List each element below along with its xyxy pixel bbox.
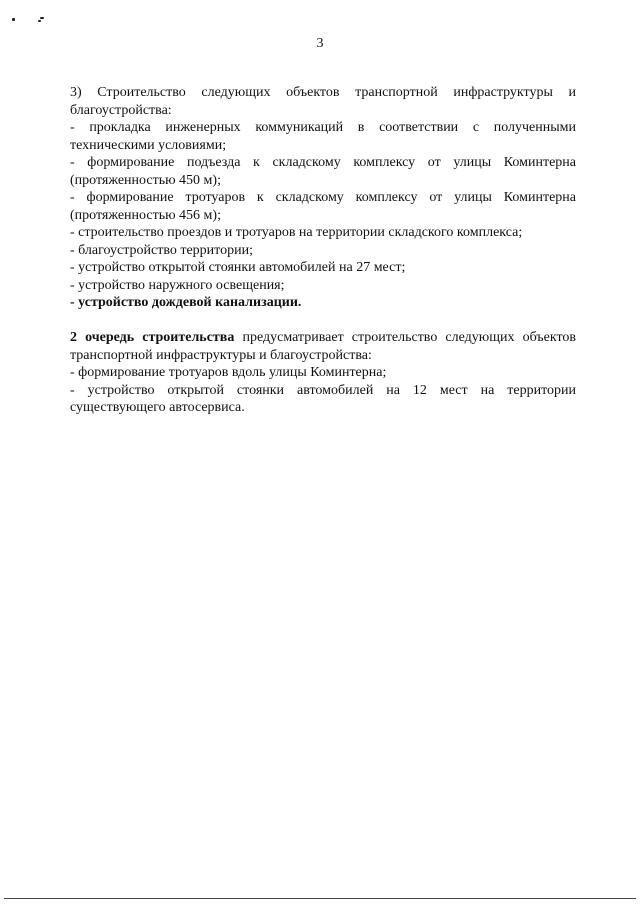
stage-2-intro (70, 329, 576, 364)
scan-edge-line (4, 898, 636, 899)
scan-artifact-dash (40, 17, 44, 19)
list-item: - формирование тротуаров вдоль улицы Коминтерна; (70, 365, 387, 380)
list-item: - строительство проездов и тротуаров на территории складского комплекса; (70, 225, 523, 240)
list-item: - формирование подъезда к складскому комплексу от улицы Коминтерна (протяженностью 450 м); (70, 155, 576, 188)
list-item: - устройство дождевой канализации. (70, 295, 302, 310)
stage-2-bold-lead: 2 очередь строительства (70, 330, 235, 345)
list-item: - устройство открытой стоянки автомобилей на 12 мест на территории существующего автосервиса. (70, 382, 576, 415)
list-item: - устройство наружного освещения; (70, 277, 285, 293)
scan-artifact-dash (38, 20, 41, 22)
scan-artifact-dot (12, 18, 15, 21)
section-3-heading: 3) Строительство следующих объектов транспортной инфраструктуры и благоустройства: (70, 85, 576, 118)
paragraph-spacer (70, 312, 576, 330)
list-item: - благоустройство территории; (70, 242, 253, 258)
page-number: 3 (316, 36, 324, 51)
stage-2-lead-text: предусматривает строительство следующих объектов транспортной инфраструктуры и благоустройства: (70, 330, 576, 363)
list-item: - устройство открытой стоянки автомобилей на 27 мест; (70, 260, 406, 275)
list-item: - формирование тротуаров к складскому комплексу от улицы Коминтерна (протяженностью 456 м); (70, 190, 576, 223)
document-body (70, 84, 576, 417)
list-item: - прокладка инженерных коммуникаций в соответствии с полученными техническими условиями; (70, 120, 576, 153)
